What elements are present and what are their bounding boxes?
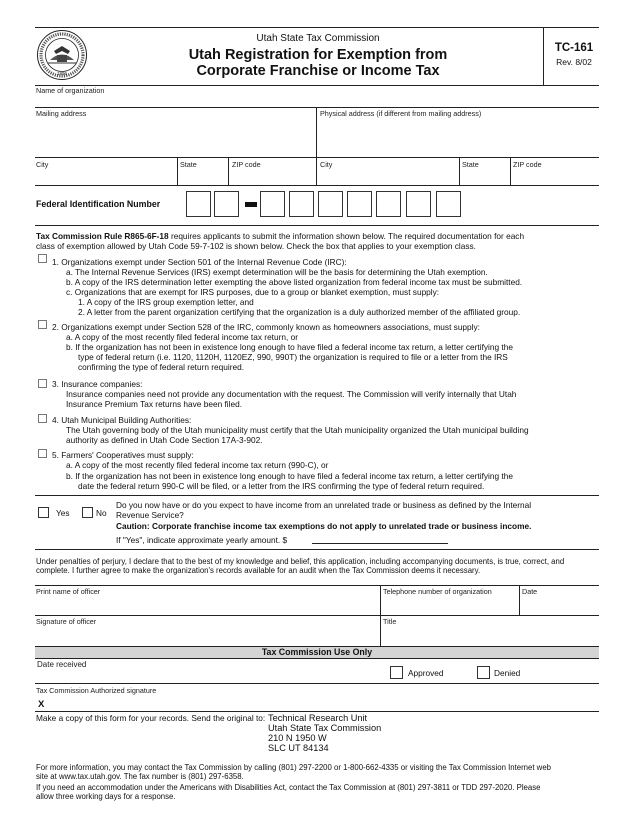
- physical-city-divider: [459, 157, 460, 185]
- physical-address-label: Physical address (if different from mailing address): [320, 109, 482, 118]
- perjury-line-1: Under penalties of perjury, I declare that to the best of my knowledge and belief, this application, including accompanying documents, is true, correct, and: [36, 557, 565, 566]
- fein-digit-1[interactable]: [186, 191, 211, 217]
- fein-digit-9[interactable]: [436, 191, 461, 217]
- ubi-amount-prompt: If "Yes", indicate approximate yearly amount. $: [116, 535, 288, 545]
- ubi-amount-field[interactable]: [312, 531, 448, 544]
- item-1-c-2: 2. A letter from the parent organization certifying that the organization is a duly authorized member of the affiliated group.: [78, 307, 521, 317]
- physical-state-label: State: [462, 160, 479, 169]
- address-rule: [35, 157, 599, 158]
- item-2-b-cont-2: confirming the type of federal return required.: [78, 362, 245, 372]
- item-3-heading: 3. Insurance companies:: [52, 379, 143, 389]
- physical-zip-field[interactable]: [512, 170, 598, 184]
- mailing-address-label: Mailing address: [36, 109, 87, 118]
- mailing-address-line-2: Utah State Tax Commission: [268, 723, 382, 733]
- rule-intro-line-2: class of exemption allowed by Utah Code 59-7-102 is shown below. Check the box that applies to your exemption class.: [36, 241, 476, 251]
- item-2-a: a. A copy of the most recently filed federal income tax return, or: [66, 332, 298, 342]
- physical-state-divider: [510, 157, 511, 185]
- contact-info-line-2: site at www.tax.utah.gov. The fax number is (801) 297-6358.: [36, 772, 244, 781]
- date-received-label: Date received: [37, 660, 87, 669]
- perjury-line-2: complete. I further agree to make the organization's records available for an audit when the Tax Commission deems it necessary.: [36, 566, 481, 575]
- contact-info-line-1: For more information, you may contact the Tax Commission by calling (801) 297-2200 or 1-800-662-4335 or visiting the Tax Commission Internet web: [36, 763, 551, 772]
- physical-zip-label: ZIP code: [513, 160, 542, 169]
- signature-date-field[interactable]: [521, 597, 598, 614]
- ubi-question-line-1: Do you now have or do you expect to have income from an unrelated trade or business as defined by the Internal: [116, 500, 532, 510]
- authorized-signature-label: Tax Commission Authorized signature: [36, 686, 157, 695]
- officer-signature-field[interactable]: [35, 627, 377, 645]
- mailing-city-divider: [177, 157, 178, 185]
- signature-date-label: Date: [522, 587, 538, 596]
- fein-digit-6[interactable]: [347, 191, 372, 217]
- item-1-heading: 1. Organizations exempt under Section 501 of the Internal Revenue Code (IRC):: [52, 257, 347, 267]
- item-3-text-1: Insurance companies need not provide any documentation with the request. The Commission will verify internally that Utah: [66, 389, 517, 399]
- item-1-c: c. Organizations that are exempt for IRS purposes, due to a group or blanket exemption, must supply:: [66, 287, 440, 297]
- header-bottom-rule: [35, 85, 599, 86]
- exemption-class-5-checkbox[interactable]: [38, 449, 47, 458]
- denied-checkbox[interactable]: [477, 666, 490, 679]
- signature-x-mark: X: [38, 699, 45, 710]
- organization-name-label: Name of organization: [36, 86, 105, 95]
- ubi-caution: Caution: Corporate franchise income tax exemptions do not apply to unrelated trade or business income.: [116, 521, 532, 531]
- mailing-zip-label: ZIP code: [232, 160, 261, 169]
- item-5-b-cont: date the federal return 990-C will be filed, or a letter from the IRS confirming the type of federal return required.: [78, 481, 485, 491]
- city-rule: [35, 185, 599, 186]
- item-1-c-1: 1. A copy of the IRS group exemption letter, and: [78, 297, 254, 307]
- print-name-field[interactable]: [35, 597, 377, 614]
- physical-city-field[interactable]: [318, 170, 457, 184]
- mailing-state-label: State: [180, 160, 197, 169]
- mailing-instruction: Make a copy of this form for your records. Send the original to:: [36, 713, 266, 723]
- svg-text:1896: 1896: [56, 71, 68, 76]
- ubi-yes-checkbox[interactable]: [38, 507, 49, 518]
- fein-rule: [35, 225, 599, 226]
- mailing-address-line-4: SLC UT 84134: [268, 743, 329, 753]
- fein-digit-8[interactable]: [406, 191, 431, 217]
- physical-city-label: City: [320, 160, 333, 169]
- fein-digit-5[interactable]: [318, 191, 343, 217]
- form-revision: Rev. 8/02: [556, 57, 592, 67]
- office-use-rule: [35, 683, 599, 684]
- form-title-line-2: Corporate Franchise or Income Tax: [196, 63, 440, 79]
- form-number: TC-161: [554, 42, 594, 54]
- exemption-class-3-checkbox[interactable]: [38, 379, 47, 388]
- date-divider: [519, 585, 520, 615]
- mailing-city-label: City: [36, 160, 49, 169]
- mailing-address-field[interactable]: [35, 119, 315, 157]
- form-title-line-1: Utah Registration for Exemption from: [188, 47, 448, 63]
- physical-address-field[interactable]: [318, 119, 598, 157]
- approved-label: Approved: [408, 668, 444, 678]
- mailing-address-line-3: 210 N 1950 W: [268, 733, 327, 743]
- mailing-state-field[interactable]: [179, 170, 226, 184]
- item-2-b: b. If the organization has not been in existence long enough to have filed a federal income tax return, a letter certifying the: [66, 342, 513, 352]
- organization-name-field[interactable]: [35, 95, 599, 106]
- ubi-question-line-2: Revenue Service?: [116, 510, 184, 520]
- print-name-label: Print name of officer: [36, 587, 101, 596]
- exemption-class-1-checkbox[interactable]: [38, 254, 47, 263]
- item-2-b-cont-1: type of federal return (i.e. 1120, 1120H, 1120EZ, 990, 990T) the organization is required to file or a letter from the IRS: [78, 352, 508, 362]
- item-5-a: a. A copy of the most recently filed federal income tax return (990-C), or: [66, 460, 329, 470]
- rule-intro-line-1: [36, 231, 524, 241]
- item-1-b: b. A copy of the IRS determination letter exempting the above listed organization from federal income tax must be submitted.: [66, 277, 523, 287]
- item-4-heading: 4. Utah Municipal Building Authorities:: [52, 415, 192, 425]
- ubi-bottom-rule: [35, 549, 599, 550]
- utah-state-seal-icon: [36, 29, 88, 81]
- signature-top-rule: [35, 585, 599, 586]
- item-4-text-2: authority as defined in Utah Code Section 17A-3-902.: [66, 435, 263, 445]
- fein-digit-4[interactable]: [289, 191, 314, 217]
- item-1-a: a. The Internal Revenue Services (IRS) exempt determination will be the basis for determining the Utah exemption.: [66, 267, 488, 277]
- agency-name: Utah State Tax Commission: [256, 33, 380, 44]
- physical-state-field[interactable]: [461, 170, 508, 184]
- denied-label: Denied: [494, 668, 521, 678]
- item-5-b: b. If the organization has not been in existence long enough to have filed a federal income tax return, a letter certifying the: [66, 471, 513, 481]
- officer-signature-label: Signature of officer: [36, 617, 97, 626]
- ada-line-1: If you need an accommodation under the Americans with Disabilities Act, contact the Tax Commission at (801) 297-3811 or TDD 297-2020. Please: [36, 783, 541, 792]
- authorized-signature-rule: [35, 711, 599, 712]
- ubi-yes-label: Yes: [56, 508, 70, 518]
- ubi-no-label: No: [96, 508, 107, 518]
- officer-title-label: Title: [383, 617, 397, 626]
- item-2-heading: 2. Organizations exempt under Section 528 of the IRC, commonly known as homeowners associations, must supply:: [52, 322, 480, 332]
- fein-digit-2[interactable]: [214, 191, 239, 217]
- approved-checkbox[interactable]: [390, 666, 403, 679]
- mailing-address-line-1: Technical Research Unit: [268, 713, 368, 723]
- item-3-text-2: Insurance Premium Tax returns have been filed.: [66, 399, 243, 409]
- exemption-class-2-checkbox[interactable]: [38, 320, 47, 329]
- signature-mid-rule: [35, 615, 599, 616]
- item-4-text-1: The Utah governing body of the Utah municipality must certify that the Utah municipality organized the Utah municipal building: [66, 425, 529, 435]
- telephone-field[interactable]: [382, 597, 516, 614]
- fein-label: Federal Identification Number: [36, 199, 161, 209]
- mailing-city-field[interactable]: [35, 170, 175, 184]
- office-use-heading: Tax Commission Use Only: [261, 647, 373, 657]
- fein-digit-3[interactable]: [260, 191, 285, 217]
- officer-title-field[interactable]: [382, 627, 598, 645]
- item-5-heading: 5. Farmers' Cooperatives must supply:: [52, 450, 194, 460]
- mailing-zip-field[interactable]: [230, 170, 314, 184]
- telephone-label: Telephone number of organization: [383, 587, 492, 596]
- header-form-divider: [543, 27, 544, 85]
- ada-line-2: allow three working days for a response.: [36, 792, 176, 801]
- fein-hyphen: [245, 202, 257, 207]
- authorized-signature-field[interactable]: [48, 697, 368, 710]
- rule-citation: Tax Commission Rule R865-6F-18: [36, 231, 169, 241]
- fein-digit-7[interactable]: [376, 191, 401, 217]
- org-name-rule: [35, 107, 599, 108]
- mailing-state-divider: [228, 157, 229, 185]
- exemption-class-4-checkbox[interactable]: [38, 414, 47, 423]
- ubi-top-rule: [35, 495, 599, 496]
- rule-intro-text: requires applicants to submit the information shown below. The required documentation for each: [168, 231, 525, 241]
- ubi-no-checkbox[interactable]: [82, 507, 93, 518]
- header-top-rule: [35, 27, 599, 28]
- address-divider: [316, 107, 317, 185]
